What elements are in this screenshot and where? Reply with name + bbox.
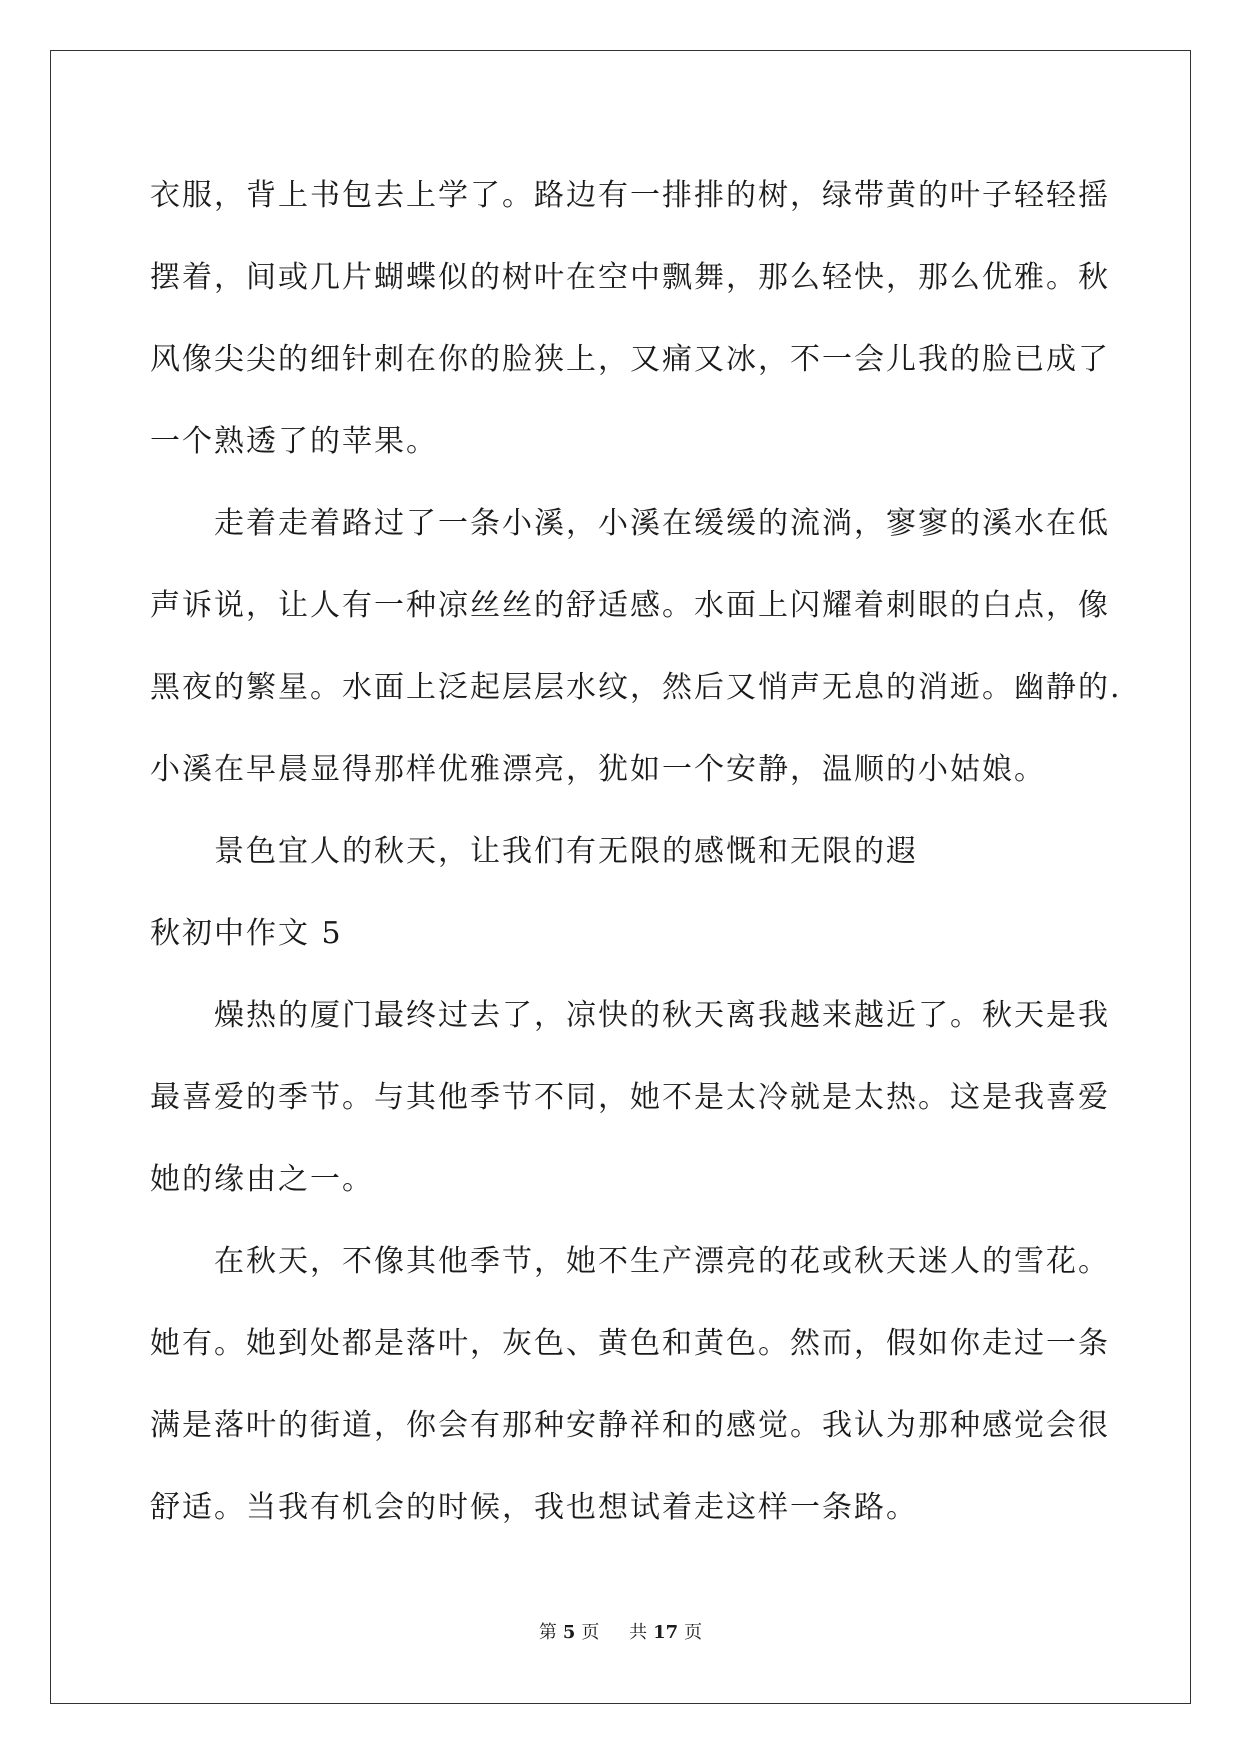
text-line: 摆着，间或几片蝴蝶似的树叶在空中飘舞，那么轻快，那么优雅。秋	[150, 260, 1110, 295]
text-line: 舒适。当我有机会的时候，我也想试着走这样一条路。	[150, 1490, 918, 1525]
text-line: 小溪在早晨显得那样优雅漂亮，犹如一个安静，温顺的小姑娘。	[150, 752, 1046, 787]
text-line: 她的缘由之一。	[150, 1162, 374, 1197]
total-prefix: 共	[629, 1622, 648, 1643]
page-indicator	[533, 1622, 606, 1643]
text-line: 一个熟透了的苹果。	[150, 424, 438, 459]
total-suffix: 页	[684, 1622, 703, 1643]
text-line: 声诉说，让人有一种凉丝丝的舒适感。水面上闪耀着刺眼的白点，像	[150, 588, 1110, 623]
page-footer	[0, 1618, 1241, 1644]
text-line: 燥热的厦门最终过去了，凉快的秋天离我越来越近了。秋天是我	[214, 998, 1110, 1033]
text-line: 风像尖尖的细针刺在你的脸狭上，又痛又冰，不一会儿我的脸已成了	[150, 342, 1110, 377]
page-prefix: 第	[538, 1622, 557, 1643]
document-body	[150, 155, 1122, 1549]
page-number: 5	[562, 1622, 576, 1643]
text-line: 景色宜人的秋天，让我们有无限的感慨和无限的遐	[214, 834, 918, 869]
text-line: 她有。她到处都是落叶，灰色、黄色和黄色。然而，假如你走过一条	[150, 1326, 1110, 1361]
text-line: 衣服，背上书包去上学了。路边有一排排的树，绿带黄的叶子轻轻摇	[150, 178, 1110, 213]
text-line: 最喜爱的季节。与其他季节不同，她不是太冷就是太热。这是我喜爱	[150, 1080, 1110, 1115]
text-line: 在秋天，不像其他季节，她不生产漂亮的花或秋天迷人的雪花。	[214, 1244, 1110, 1279]
text-line: 满是落叶的街道，你会有那种安静祥和的感觉。我认为那种感觉会很	[150, 1408, 1110, 1443]
page-suffix: 页	[581, 1622, 600, 1643]
total-pages: 17	[653, 1622, 679, 1643]
text-line: 秋初中作文 5	[150, 916, 343, 951]
total-indicator	[623, 1622, 708, 1643]
text-line: 黑夜的繁星。水面上泛起层层水纹，然后又悄声无息的消逝。幽静的.	[150, 670, 1122, 705]
text-line: 走着走着路过了一条小溪，小溪在缓缓的流淌，寥寥的溪水在低	[214, 506, 1110, 541]
